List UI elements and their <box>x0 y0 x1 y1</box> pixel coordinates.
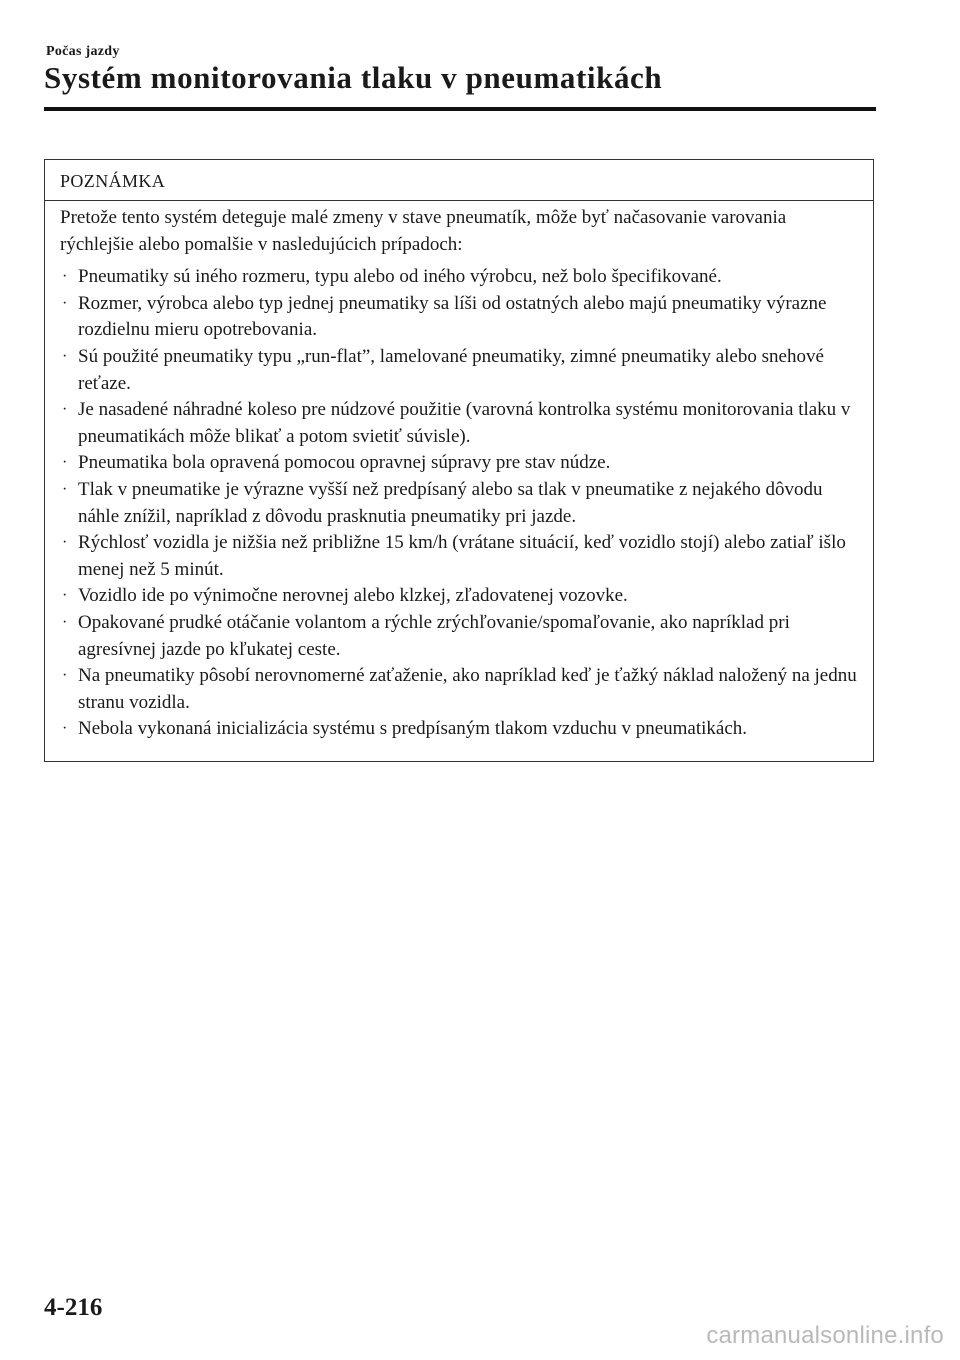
list-item-text: Pneumatika bola opravená pomocou opravnej súpravy pre stav núdze. <box>78 452 611 474</box>
list-item-text: Vozidlo ide po výnimočne nerovnej alebo klzkej, zľadovatenej vozovke. <box>78 585 628 607</box>
list-item-text: Opakované prudké otáčanie volantom a rýchle zrýchľovanie/spomaľovanie, ako napríklad pri agresívnej jazde po kľukatej ceste. <box>78 611 790 660</box>
list-item <box>60 530 861 583</box>
bullet-icon: · <box>62 720 68 738</box>
page-number: 4-216 <box>44 1294 103 1321</box>
title-rule <box>44 107 876 111</box>
note-heading: POZNÁMKA <box>45 160 873 201</box>
bullet-icon: · <box>62 268 68 286</box>
note-intro: Pretože tento systém deteguje malé zmeny v stave pneumatík, môže byť načasovanie varovania rýchlejšie alebo pomalšie v nasledujúcich prípadoch: <box>60 207 787 255</box>
list-item-text: Nebola vykonaná inicializácia systému s predpísaným tlakom vzduchu v pneumatikách. <box>78 718 748 740</box>
note-list <box>60 264 861 743</box>
list-item-text: Rýchlosť vozidla je nižšia než približne 15 km/h (vrátane situácií, keď vozidlo stojí) alebo zatiaľ išlo menej než 5 minút. <box>78 532 846 580</box>
list-item-text: Rozmer, výrobca alebo typ jednej pneumatiky sa líši od ostatných alebo majú pneumatiky výrazne rozdielnu mieru opotrebovania. <box>78 292 827 341</box>
bullet-icon: · <box>62 347 68 365</box>
bullet-icon: · <box>62 454 68 472</box>
bullet-icon: · <box>62 401 68 419</box>
list-item <box>60 344 861 397</box>
bullet-icon: · <box>62 534 68 552</box>
list-item <box>60 264 861 291</box>
list-item-text: Na pneumatiky pôsobí nerovnomerné zaťaženie, ako napríklad keď je ťažký náklad naložený na jednu stranu vozidla. <box>78 665 857 713</box>
list-item <box>60 663 861 716</box>
list-item <box>60 397 861 450</box>
list-item-text: Je nasadené náhradné koleso pre núdzové použitie (varovná kontrolka systému monitorovania tlaku v pneumatikách môže blikať a potom svietiť súvisle). <box>78 399 851 447</box>
list-item <box>60 450 861 477</box>
bullet-icon: · <box>62 667 68 685</box>
list-item <box>60 716 861 743</box>
section-label: Počas jazdy <box>46 44 120 59</box>
list-item-text: Sú použité pneumatiky typu „run-flat”, lamelované pneumatiky, zimné pneumatiky alebo snehové reťaze. <box>78 345 824 394</box>
bullet-icon: · <box>62 587 68 605</box>
list-item-text: Tlak v pneumatike je výrazne vyšší než predpísaný alebo sa tlak v pneumatike z nejakého dôvodu náhle znížil, napríklad z dôvodu prasknutia pneumatiky pri jazde. <box>78 478 823 527</box>
list-item <box>60 477 861 530</box>
list-item <box>60 291 861 344</box>
watermark: carmanualsonline.info <box>706 1322 944 1349</box>
bullet-icon: · <box>62 613 68 631</box>
list-item <box>60 610 861 663</box>
bullet-icon: · <box>62 294 68 312</box>
page-title: Systém monitorovania tlaku v pneumatikách <box>44 60 663 95</box>
bullet-icon: · <box>62 480 68 498</box>
list-item-text: Pneumatiky sú iného rozmeru, typu alebo od iného výrobcu, než bolo špecifikované. <box>78 266 722 288</box>
note-body <box>45 201 873 743</box>
note-box <box>44 159 874 762</box>
list-item <box>60 583 861 610</box>
